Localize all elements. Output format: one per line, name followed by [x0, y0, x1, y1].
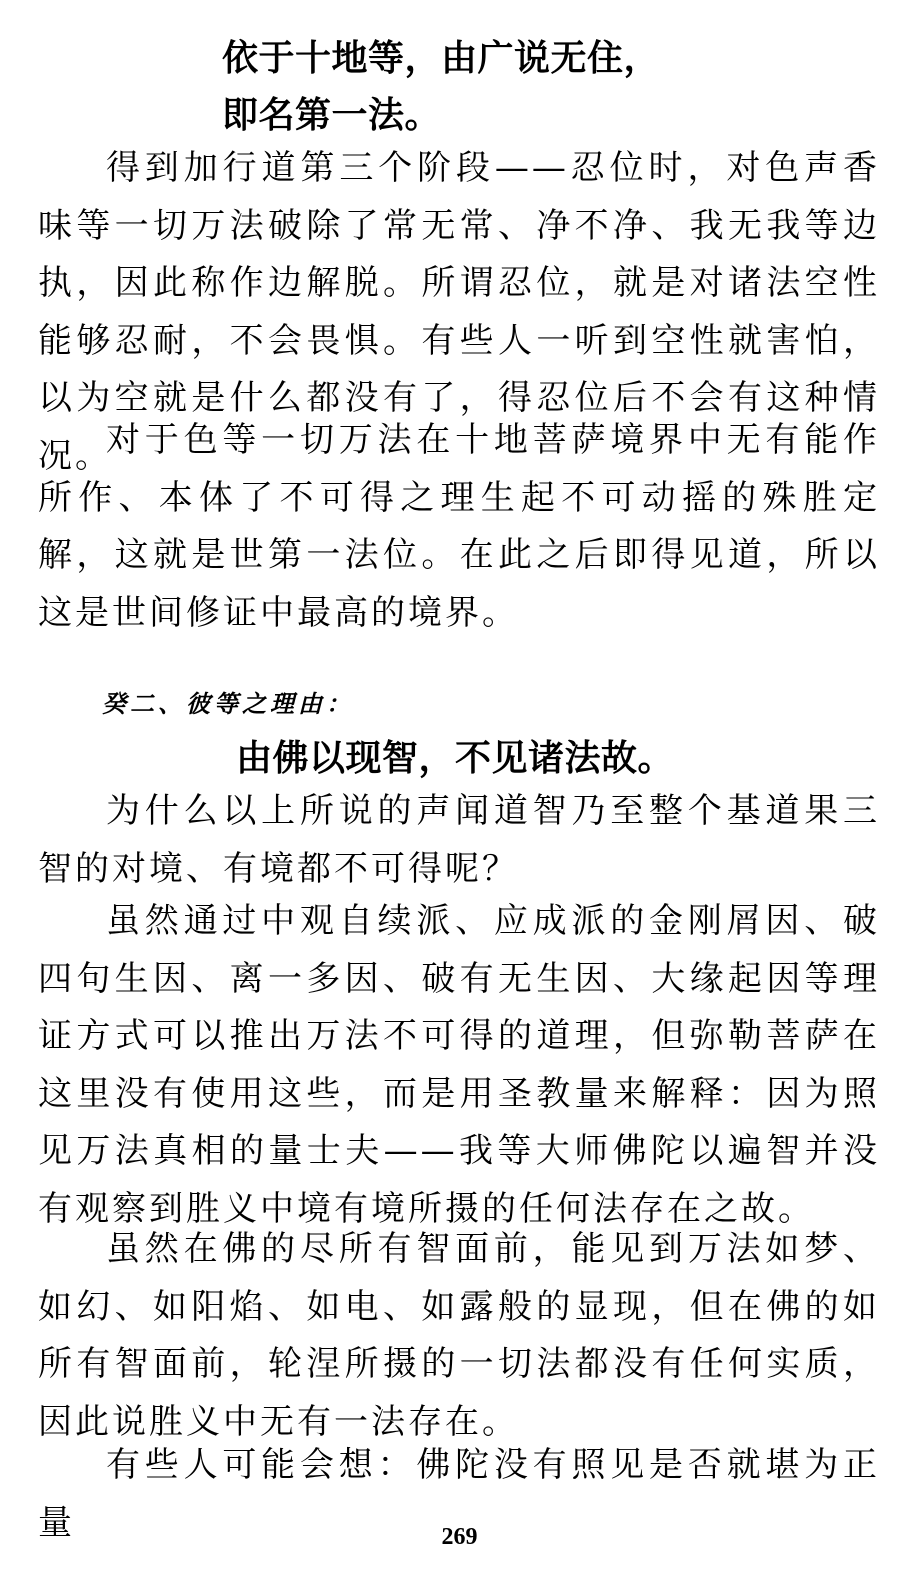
- paragraph-objection: 有些人可能会想：佛陀没有照见是否就堪为正量: [38, 1445, 880, 1543]
- verse-line-2: 即名第一法。: [222, 95, 442, 136]
- paragraph-buddha-wisdom: 虽然在佛的尽所有智面前，能见到万法如梦、如幻、如阳焰、如电、如露般的显现，但在佛的如所有智面前，轮涅所摄的一切法都没有任何实质，因此说胜义中无有一法存在。: [38, 1229, 880, 1442]
- page-number: 269: [441, 1524, 478, 1550]
- paragraph-question: 为什么以上所说的声闻道智乃至整个基道果三智的对境、有境都不可得呢？: [38, 791, 880, 889]
- paragraph-forbearance: 得到加行道第三个阶段——忍位时，对色声香味等一切万法破除了常无常、净不净、我无我等边执，因此称作边解脱。所谓忍位，就是对诸法空性能够忍耐，不会畏惧。有些人一听到空性就害怕，以为空就是什么都没有了，得忍位后不会有这种情况。: [38, 148, 880, 476]
- section-heading: 癸二、彼等之理由：: [102, 689, 354, 718]
- verse-reason: 由佛以现智，不见诸法故。: [236, 738, 675, 779]
- paragraph-supreme-mundane: 对于色等一切万法在十地菩萨境界中无有能作所作、本体了不可得之理生起不可动摇的殊胜定解，这就是世第一法位。在此之后即得见道，所以这是世间修证中最高的境界。: [38, 420, 880, 633]
- paragraph-scripture-explanation: 虽然通过中观自续派、应成派的金刚屑因、破四句生因、离一多因、破有无生因、大缘起因等理证方式可以推出万法不可得的道理，但弥勒菩萨在这里没有使用这些，而是用圣教量来解释：因为照见万法真相的量士夫——我等大师佛陀以遍智并没有观察到胜义中境有境所摄的任何法存在之故。: [38, 901, 880, 1229]
- verse-line-1: 依于十地等，由广说无住，: [222, 38, 661, 79]
